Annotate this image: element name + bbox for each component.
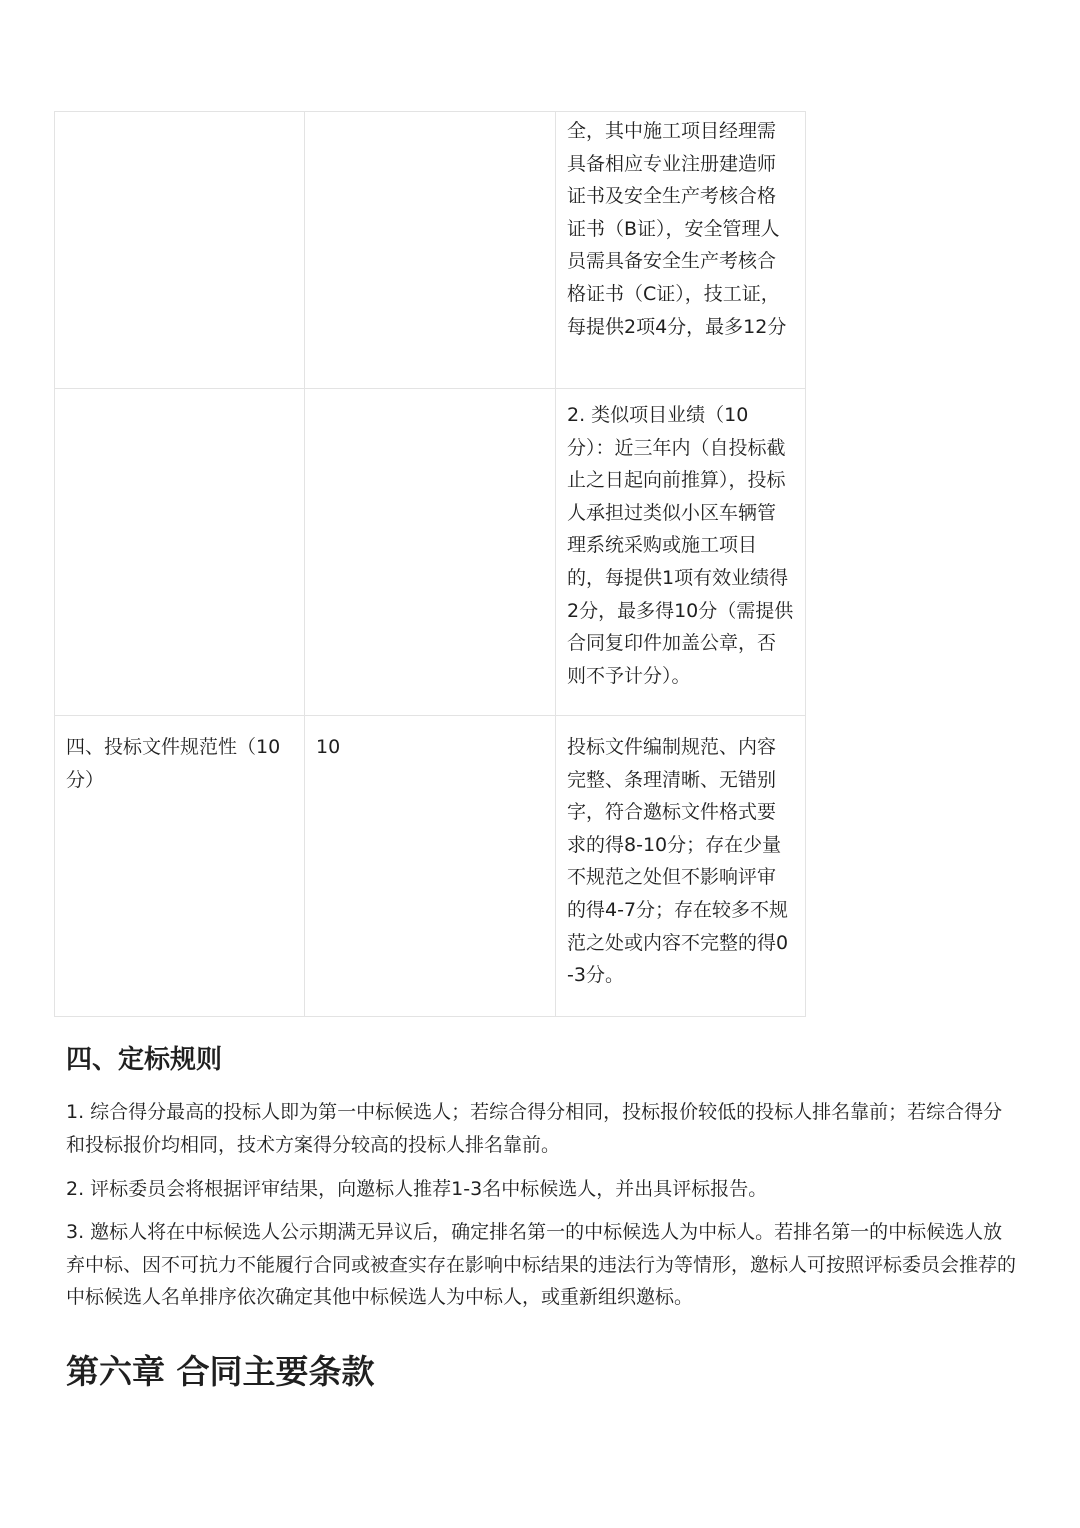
chapter-heading: 第六章 合同主要条款 [66,1352,375,1391]
table-cell-item [55,112,305,389]
table-cell-item [55,389,305,716]
table-cell-item: 四、投标文件规范性（10分） [55,716,305,1017]
paragraph: 2. 评标委员会将根据评审结果，向邀标人推荐1-3名中标候选人，并出具评标报告。 [66,1178,768,1200]
scoring-table [54,111,806,1017]
paragraph: 1. 综合得分最高的投标人即为第一中标候选人；若综合得分相同，投标报价较低的投标人排名靠前；若综合得分和投标报价均相同，技术方案得分较高的投标人排名靠前。 [66,1101,1003,1156]
section-heading: 四、定标规则 [66,1045,223,1075]
paragraph: 3. 邀标人将在中标候选人公示期满无异议后，确定排名第一的中标候选人为中标人。若排名第一的中标候选人放弃中标、因不可抗力不能履行合同或被查实存在影响中标结果的违法行为等情形，邀标人可按照评标委员会推荐的中标候选人名单排序依次确定其他中标候选人为中标人，或重新组织邀标。 [66,1221,1017,1309]
table-cell-criteria: 2. 类似项目业绩（10分）：近三年内（自投标截止之日起向前推算），投标人承担过类似小区车辆管理系统采购或施工项目的，每提供1项有效业绩得2分，最多得10分（需提供合同复印件加盖公章，否则不予计分）。 [556,389,806,716]
table-row [55,112,806,389]
table-cell-score [305,112,556,389]
table-cell-score: 10 [305,716,556,1017]
table-cell-criteria: 投标文件编制规范、内容完整、条理清晰、无错别字，符合邀标文件格式要求的得8-10分；存在少量不规范之处但不影响评审的得4-7分；存在较多不规范之处或内容不完整的得0-3分。 [556,716,806,1017]
table-row [55,716,806,1017]
table-cell-criteria: 全，其中施工项目经理需具备相应专业注册建造师证书及安全生产考核合格证书（B证），安全管理人员需具备安全生产考核合格证书（C证），技工证，每提供2项4分，最多12分 [556,112,806,389]
table-row [55,389,806,716]
table-cell-score [305,389,556,716]
